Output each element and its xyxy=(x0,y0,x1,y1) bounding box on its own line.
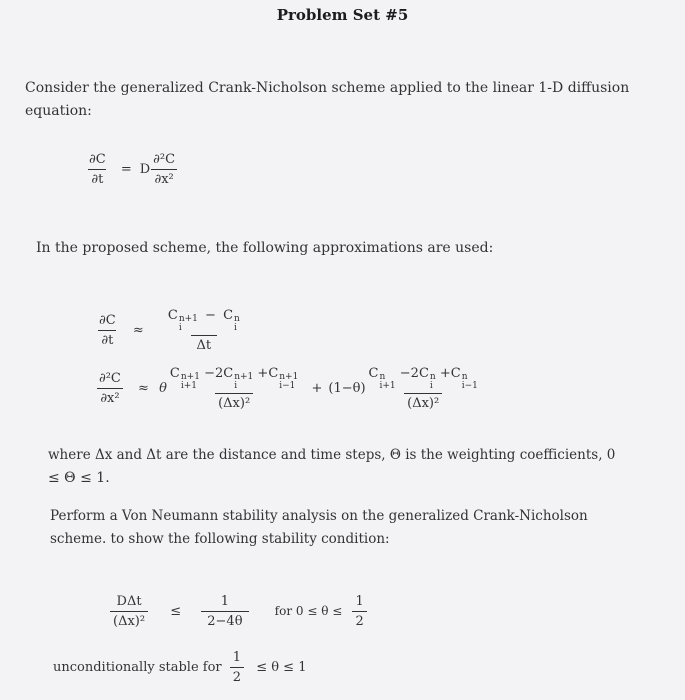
dC-dt-fraction: $\frac{\partial C}{\partial t}$ xyxy=(89,152,106,187)
task-line-1: Perform a Von Neumann stability analysis on the generalized Crank-Nicholson xyxy=(50,508,588,524)
time-derivative-approximation: $\frac{\partial C}{\partial t}$ ≈ C n+1 i − C n i Δt xyxy=(96,308,246,353)
page-title: Problem Set #5 xyxy=(276,6,409,24)
implicit-part-fraction: C n+1 i+1 −2C n+1 i +C n+1 i−1 (Δx)² xyxy=(169,366,299,411)
where-line-1: where Δx and Δt are the distance and time steps, Θ is the weighting coefficients, 0 xyxy=(48,447,616,463)
intro-line-2: equation: xyxy=(25,103,92,119)
time-difference-fraction: C n+1 i − C n i Δt xyxy=(167,308,240,353)
diffusion-equation: $\frac{\partial C}{\partial t}$ = D $\frac{\text{∂²C}}{\text{∂x²}}$ xyxy=(86,152,178,187)
intro-line-1: Consider the generalized Crank-Nicholson scheme applied to the linear 1-D diffusion xyxy=(25,80,630,96)
unconditional-stability: unconditionally stable for $\frac{1}{2}$ ≤ θ ≤ 1 xyxy=(53,650,307,685)
approximations-intro: In the proposed scheme, the following approximations are used: xyxy=(36,240,494,256)
explicit-part-fraction: C n i+1 −2C n i +C n i−1 (Δx)² xyxy=(368,366,478,411)
space-derivative-approximation: $\frac{\text{∂²C}}{\text{∂x²}}$ ≈ θ C n+1 i+1 −2C n+1 i +C n+1 i−1 (Δx)² + (1−θ) C n i+1 −2C n i +C n i−1 (Δx)² xyxy=(96,366,481,411)
d2C-dx2-fraction: $\frac{\text{∂²C}}{\text{∂x²}}$ xyxy=(153,152,176,187)
where-line-2: ≤ Θ ≤ 1. xyxy=(48,470,110,486)
task-line-2: scheme. to show the following stability condition: xyxy=(50,531,390,547)
stability-condition: $\frac{\text{DΔt}}{\text{(Δx)²}}$ ≤ $\frac{1}{2-4\theta}$ for 0 ≤ θ ≤ $\frac{1}{2}$ xyxy=(110,594,367,629)
